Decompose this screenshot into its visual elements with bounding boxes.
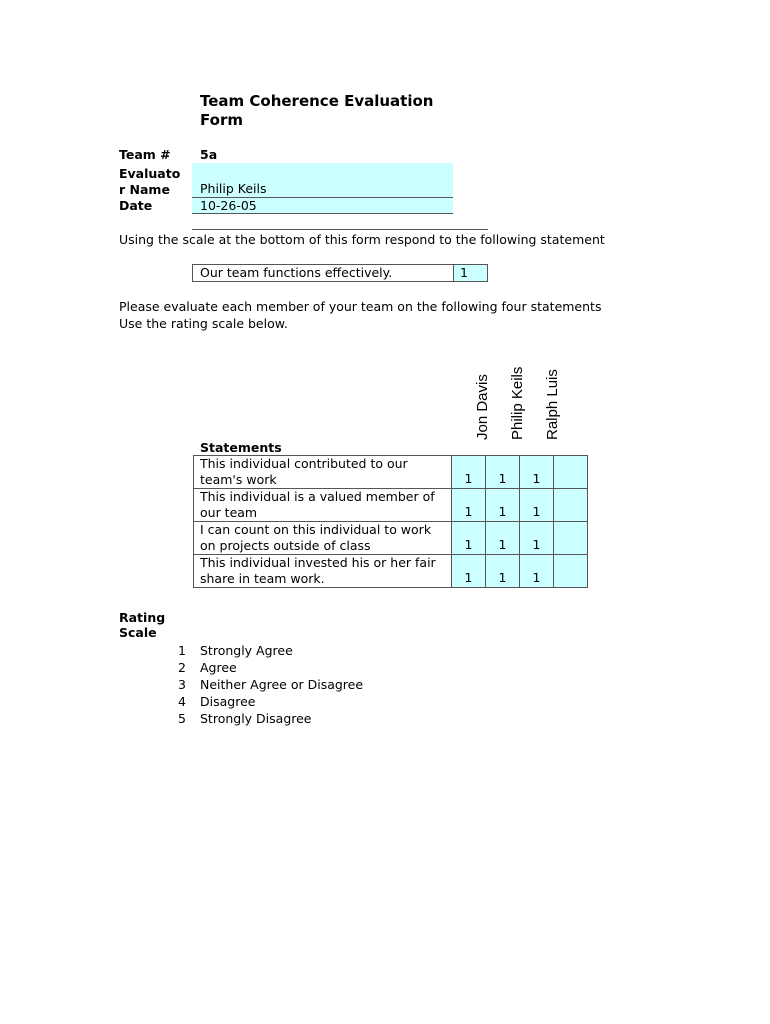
instruction-text-1: Using the scale at the bottom of this form respond to the following statement: [119, 232, 605, 247]
instruction-text-3: Use the rating scale below.: [119, 316, 288, 331]
statement-text: I can count on this individual to work on projects outside of class: [194, 522, 452, 555]
statement-text: This individual contributed to our team's work: [194, 456, 452, 489]
rating-scale-text: Agree: [200, 660, 237, 675]
rating-scale-label-line2: Scale: [119, 625, 157, 640]
member-column-header-1: [453, 362, 491, 440]
rating-cell[interactable]: [554, 489, 588, 522]
rating-cell[interactable]: 1: [452, 489, 486, 522]
statement-text: This individual is a valued member of our team: [194, 489, 452, 522]
rating-cell[interactable]: 1: [452, 555, 486, 588]
date-label: Date: [119, 198, 153, 213]
table-row: [194, 456, 588, 489]
date-value: 10-26-05: [200, 198, 257, 213]
rating-cell[interactable]: 1: [520, 456, 554, 489]
rating-cell[interactable]: 1: [486, 555, 520, 588]
evaluator-name-value: Philip Keils: [200, 181, 267, 196]
rating-cell[interactable]: 1: [486, 456, 520, 489]
table-row: [194, 522, 588, 555]
overall-rating-field[interactable]: [453, 264, 488, 282]
evaluator-name-field[interactable]: [192, 163, 453, 197]
rating-scale-label-line1: Rating: [119, 610, 166, 625]
rating-cell[interactable]: 1: [452, 456, 486, 489]
rating-scale-number: 4: [178, 694, 186, 709]
rating-cell[interactable]: [554, 555, 588, 588]
overall-statement-box: [192, 264, 454, 282]
rating-scale-text: Disagree: [200, 694, 256, 709]
rating-cell[interactable]: 1: [486, 489, 520, 522]
statements-table: [193, 455, 588, 588]
rating-cell[interactable]: 1: [520, 555, 554, 588]
member-name-1: Jon Davis: [474, 374, 491, 440]
rating-cell[interactable]: 1: [452, 522, 486, 555]
rating-scale-text: Strongly Agree: [200, 643, 293, 658]
member-name-2: Philip Keils: [509, 366, 526, 440]
divider-line: [192, 229, 488, 230]
rating-cell[interactable]: [554, 522, 588, 555]
table-row: [194, 555, 588, 588]
instruction-text-2: Please evaluate each member of your team on the following four statements: [119, 299, 602, 314]
overall-rating-value: 1: [460, 265, 468, 280]
date-field[interactable]: [192, 198, 453, 213]
form-title: Team Coherence Evaluation Form: [200, 92, 434, 129]
statements-header: Statements: [200, 440, 282, 455]
rating-cell[interactable]: 1: [520, 489, 554, 522]
rating-cell[interactable]: 1: [520, 522, 554, 555]
table-row: [194, 489, 588, 522]
team-label: Team #: [119, 147, 171, 162]
rating-scale-text: Strongly Disagree: [200, 711, 312, 726]
rating-scale-text: Neither Agree or Disagree: [200, 677, 364, 692]
statement-text: This individual invested his or her fair share in team work.: [194, 555, 452, 588]
evaluator-label-line1: Evaluato: [119, 166, 181, 181]
member-column-header-3: [523, 362, 561, 440]
rating-scale-number: 5: [178, 711, 186, 726]
rating-cell[interactable]: [554, 456, 588, 489]
evaluator-label-line2: r Name: [119, 182, 170, 197]
rating-cell[interactable]: 1: [486, 522, 520, 555]
date-underline: [192, 213, 453, 214]
overall-statement-text: Our team functions effectively.: [200, 265, 393, 280]
rating-scale-number: 2: [178, 660, 186, 675]
rating-scale-number: 1: [178, 643, 186, 658]
rating-scale-number: 3: [178, 677, 186, 692]
team-value: 5a: [200, 147, 218, 162]
member-name-3: Ralph Luis: [544, 369, 561, 440]
member-column-header-2: [488, 362, 526, 440]
